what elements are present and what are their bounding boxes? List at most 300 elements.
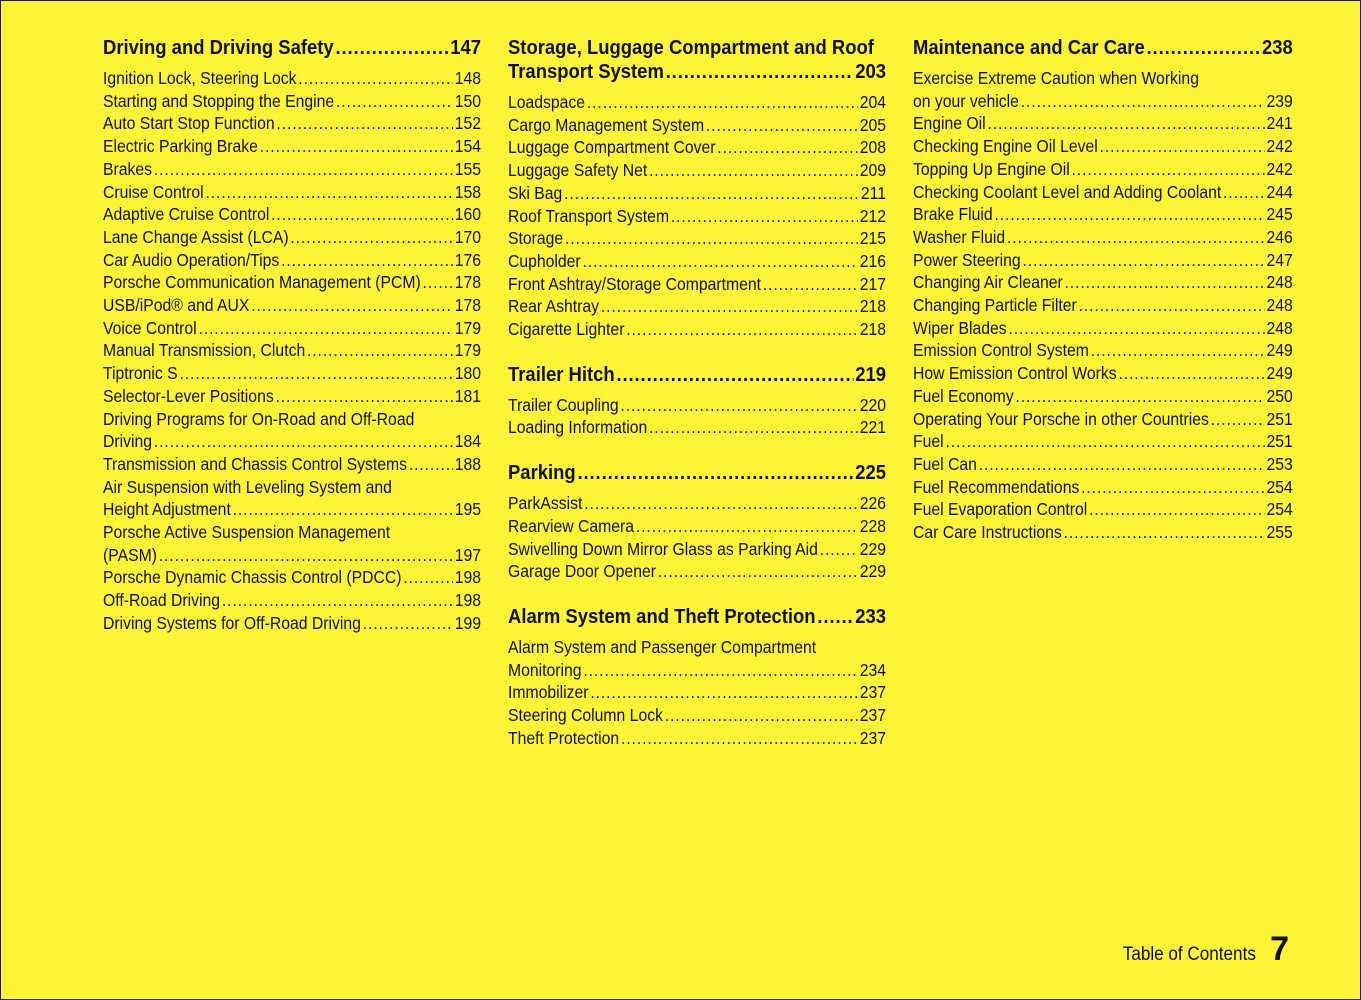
toc-entry[interactable] [508, 538, 886, 561]
toc-entry-page: 150 [454, 90, 481, 111]
toc-entry[interactable] [913, 226, 1293, 249]
toc-entry-title: Storage [508, 228, 564, 249]
toc-section [103, 36, 481, 635]
dot-leader [1007, 226, 1265, 249]
toc-entry[interactable] [913, 181, 1293, 204]
toc-entry-page: 216 [859, 250, 886, 271]
dot-leader [1100, 135, 1265, 158]
dot-leader [222, 589, 453, 612]
dot-leader [584, 492, 858, 515]
toc-entry-page: 254 [1266, 499, 1293, 520]
toc-entry-title: Theft Protection [508, 727, 620, 748]
section-heading-page: 203 [855, 60, 886, 83]
toc-column-3 [913, 36, 1293, 566]
toc-entry-page: 152 [454, 113, 481, 134]
toc-entry[interactable] [913, 112, 1293, 135]
toc-entry[interactable] [508, 227, 886, 250]
toc-entry-title: Porsche Communication Management (PCM) [103, 272, 421, 293]
toc-entry-title: Steering Column Lock [508, 705, 663, 726]
section-heading-page: 219 [855, 362, 886, 386]
toc-entry[interactable] [103, 67, 481, 90]
toc-entry[interactable] [103, 566, 481, 589]
dot-leader [1091, 339, 1265, 362]
dot-leader [198, 317, 452, 340]
section-heading-row [508, 461, 886, 485]
toc-entry[interactable] [103, 90, 481, 113]
toc-entry-row [103, 385, 481, 408]
toc-entry-row [508, 538, 886, 561]
toc-entry-page: 209 [859, 160, 886, 181]
toc-entry[interactable] [103, 203, 481, 226]
toc-entry-row [508, 659, 886, 682]
dot-leader [820, 538, 858, 561]
toc-entry-title: (PASM) [103, 544, 157, 565]
toc-entry-row [913, 339, 1293, 362]
dot-leader [271, 203, 453, 226]
toc-entry[interactable] [913, 271, 1293, 294]
toc-entry-row [913, 112, 1293, 135]
toc-entry-row [913, 90, 1293, 113]
dot-leader [582, 250, 857, 273]
toc-entry-title: Driving Systems for Off-Road Driving [103, 612, 361, 633]
toc-entry-title: Luggage Compartment Cover [508, 137, 716, 158]
toc-entry[interactable] [913, 158, 1293, 181]
toc-entry-page: 160 [454, 204, 481, 225]
dot-leader [1008, 317, 1264, 340]
toc-entry-title: Rear Ashtray [508, 296, 600, 317]
toc-entry[interactable] [508, 91, 886, 114]
toc-entry-title: Luggage Safety Net [508, 160, 648, 181]
toc-entry-title: Loadspace [508, 92, 586, 112]
toc-entry-page: 179 [454, 317, 481, 338]
toc-entry[interactable] [508, 492, 886, 515]
toc-entry-page: 178 [454, 295, 481, 316]
toc-entry-page: 237 [859, 727, 886, 748]
toc-entry-title: How Emission Control Works [913, 363, 1117, 384]
toc-entry-row [103, 294, 481, 317]
dot-leader [1147, 36, 1261, 60]
toc-entry-row [508, 295, 886, 318]
toc-entry-title: Manual Transmission, Clutch [103, 340, 306, 361]
toc-entry-page: 211 [860, 182, 886, 203]
toc-entry[interactable] [508, 295, 886, 318]
toc-entry-title: Brakes [103, 158, 153, 179]
toc-entry-title: Rearview Camera [508, 515, 635, 536]
dot-leader [1022, 249, 1264, 272]
toc-entry[interactable] [913, 135, 1293, 158]
toc-entry-title: Tiptronic S [103, 363, 178, 384]
toc-entry-row [508, 560, 886, 583]
dot-leader [763, 273, 858, 296]
toc-entry-row [508, 273, 886, 296]
toc-entry-page: 148 [454, 68, 481, 88]
toc-entry-row [103, 453, 481, 476]
toc-entry-title: Fuel Evaporation Control [913, 499, 1088, 520]
toc-entry-row [508, 727, 886, 750]
toc-section [508, 363, 886, 439]
toc-entry-page: 226 [859, 493, 886, 514]
toc-entry-page: 181 [454, 385, 481, 406]
dot-leader [1089, 498, 1265, 521]
toc-entry-row [508, 416, 886, 439]
toc-entry-page: 212 [859, 205, 886, 226]
toc-entry[interactable] [913, 67, 1293, 112]
toc-entry-title: Operating Your Porsche in other Countries [913, 408, 1209, 429]
toc-entry-row [913, 294, 1293, 317]
toc-entry-row [913, 385, 1293, 408]
section-heading [508, 363, 886, 387]
toc-entry-page: 239 [1266, 90, 1293, 111]
dot-leader [1211, 408, 1265, 431]
toc-entry-row [913, 249, 1293, 272]
toc-entry-row [508, 159, 886, 182]
toc-entry[interactable] [508, 416, 886, 439]
toc-entry-title: Lane Change Assist (LCA) [103, 226, 289, 247]
toc-entry-page: 170 [454, 226, 481, 247]
toc-entry-page: 246 [1266, 226, 1293, 247]
section-heading [103, 36, 481, 60]
toc-entry-title: Cargo Management System [508, 114, 705, 135]
toc-entry-title: Porsche Dynamic Chassis Control (PDCC) [103, 567, 402, 588]
dot-leader [945, 430, 1264, 453]
toc-entry[interactable] [508, 636, 886, 681]
toc-entry-title: Fuel Can [913, 453, 977, 474]
toc-entry[interactable] [103, 385, 481, 408]
section-heading-row [103, 36, 481, 60]
toc-entry-page: 179 [454, 340, 481, 361]
toc-entry[interactable] [103, 249, 481, 272]
dot-leader [583, 659, 858, 682]
toc-entry-page: 180 [454, 363, 481, 384]
toc-entry-page: 228 [859, 515, 886, 536]
toc-entry[interactable] [103, 317, 481, 340]
toc-entry-title: Off-Road Driving [103, 590, 221, 611]
dot-leader [717, 136, 858, 159]
dot-leader [276, 112, 453, 135]
toc-entry-page: 199 [454, 612, 481, 633]
dot-leader [281, 249, 453, 272]
toc-entry-title: Driving [103, 431, 153, 452]
dot-leader [626, 318, 858, 341]
toc-entry[interactable] [913, 385, 1293, 408]
toc-entry-title: Adaptive Cruise Control [103, 204, 270, 225]
toc-entry-row [913, 521, 1293, 544]
toc-section [508, 461, 886, 583]
section-heading-title: Transport System [508, 60, 664, 83]
toc-entry-row [103, 112, 481, 135]
toc-entry[interactable] [508, 681, 886, 704]
toc-entry[interactable] [508, 136, 886, 159]
toc-entry-page: 242 [1266, 158, 1293, 179]
section-heading-title: Driving and Driving Safety [103, 36, 334, 59]
section-heading-lead: Storage, Luggage Compartment and Roof [508, 36, 874, 59]
toc-entry[interactable] [103, 362, 481, 385]
toc-entry-row [913, 362, 1293, 385]
toc-entry[interactable] [103, 589, 481, 612]
toc-entry-row [103, 158, 481, 181]
toc-entry[interactable] [103, 135, 481, 158]
section-heading-title: Alarm System and Theft Protection [508, 604, 816, 628]
toc-entry[interactable] [103, 521, 481, 566]
dot-leader [666, 60, 854, 84]
toc-entry-title: Loading Information [508, 417, 648, 438]
dot-leader [260, 135, 453, 158]
toc-entry-row [508, 704, 886, 727]
toc-entry-page: 158 [454, 181, 481, 202]
section-heading-page: 233 [855, 604, 886, 628]
toc-entry-row [913, 226, 1293, 249]
toc-entry-row [913, 430, 1293, 453]
toc-entry-title: Transmission and Chassis Control Systems [103, 453, 408, 474]
toc-entry[interactable] [913, 521, 1293, 544]
dot-leader [1021, 90, 1265, 113]
toc-entry-title: Height Adjustment [103, 499, 231, 520]
toc-entry[interactable] [103, 181, 481, 204]
section-heading [913, 36, 1293, 60]
toc-entry-title: Changing Particle Filter [913, 295, 1077, 316]
toc-entry[interactable] [508, 704, 886, 727]
toc-column-1 [103, 36, 481, 657]
toc-entry-row [103, 181, 481, 204]
dot-leader [987, 112, 1264, 135]
toc-entry-page: 221 [859, 417, 886, 438]
section-heading-page: 225 [855, 461, 886, 485]
toc-entry-title: Brake Fluid [913, 204, 993, 225]
toc-entry[interactable] [103, 112, 481, 135]
toc-entry-row [508, 136, 886, 159]
page-number: 7 [1270, 930, 1289, 968]
toc-entry[interactable] [913, 294, 1293, 317]
toc-entry-row [913, 181, 1293, 204]
toc-entry-row [103, 612, 481, 635]
toc-entry[interactable] [508, 318, 886, 341]
toc-entry-page: 248 [1266, 317, 1293, 338]
dot-leader [298, 67, 453, 90]
dot-leader [621, 727, 858, 750]
toc-entry-page: 205 [859, 114, 886, 135]
section-heading-page: 147 [450, 36, 481, 59]
toc-entry-page: 242 [1266, 136, 1293, 157]
toc-entry-title: Checking Engine Oil Level [913, 136, 1098, 157]
toc-entry[interactable] [913, 430, 1293, 453]
toc-entry-page: 255 [1266, 522, 1293, 543]
dot-leader [587, 91, 858, 114]
toc-entry-lead: Air Suspension with Leveling System and [103, 476, 392, 497]
toc-entry[interactable] [103, 294, 481, 317]
dot-leader [1072, 158, 1265, 181]
toc-entry-title: Roof Transport System [508, 205, 670, 226]
toc-entry[interactable] [103, 226, 481, 249]
toc-entry-page: 244 [1266, 181, 1293, 202]
toc-section [508, 605, 886, 750]
dot-leader [817, 605, 853, 629]
toc-entry[interactable] [913, 498, 1293, 521]
toc-entry-page: 229 [859, 538, 886, 559]
toc-entry-row [913, 453, 1293, 476]
toc-entry-row [103, 203, 481, 226]
toc-entry[interactable] [913, 317, 1293, 340]
section-heading [508, 36, 886, 84]
dot-leader [565, 227, 858, 250]
dot-leader [336, 90, 453, 113]
dot-leader [159, 544, 453, 567]
toc-entry-row [508, 681, 886, 704]
toc-entry[interactable] [913, 203, 1293, 226]
toc-entry-title: Car Care Instructions [913, 522, 1062, 543]
toc-entry[interactable] [913, 453, 1293, 476]
toc-entry-row [913, 408, 1293, 431]
toc-entry[interactable] [103, 408, 481, 453]
toc-entry[interactable] [913, 362, 1293, 385]
toc-entry-row [913, 203, 1293, 226]
toc-entry[interactable] [508, 273, 886, 296]
section-heading [508, 461, 886, 485]
toc-entry-title: Immobilizer [508, 682, 589, 703]
toc-entry-title: Cigarette Lighter [508, 319, 625, 340]
toc-entry-title: Fuel Recommendations [913, 476, 1080, 497]
toc-entry[interactable] [103, 158, 481, 181]
dot-leader [276, 385, 453, 408]
toc-entry-title: Ignition Lock, Steering Lock [103, 68, 297, 88]
toc-entry-title: Fuel Economy [913, 385, 1014, 406]
toc-entry-page: 249 [1266, 340, 1293, 361]
toc-entry-title: Topping Up Engine Oil [913, 158, 1070, 179]
toc-entry-title: Power Steering [913, 249, 1021, 270]
dot-leader [233, 498, 453, 521]
toc-entry-row [913, 271, 1293, 294]
toc-entry-row [103, 566, 481, 589]
toc-entry-page: 251 [1266, 431, 1293, 452]
toc-entry[interactable] [508, 250, 886, 273]
toc-entry-lead: Exercise Extreme Caution when Working [913, 68, 1199, 88]
toc-entry-row [103, 135, 481, 158]
toc-entry-title: Wiper Blades [913, 317, 1007, 338]
toc-entry-row [508, 515, 886, 538]
toc-entry[interactable] [508, 114, 886, 137]
toc-entry-page: 229 [859, 561, 886, 582]
dot-leader [1015, 385, 1264, 408]
toc-entry[interactable] [103, 339, 481, 362]
toc-entry[interactable] [913, 476, 1293, 499]
toc-entry-row [103, 249, 481, 272]
toc-entry[interactable] [508, 727, 886, 750]
toc-entry-page: 253 [1266, 453, 1293, 474]
toc-entry[interactable] [103, 612, 481, 635]
toc-entry[interactable] [913, 339, 1293, 362]
toc-entry-page: 247 [1266, 249, 1293, 270]
toc-entry[interactable] [913, 408, 1293, 431]
toc-entry-title: Fuel [913, 431, 944, 452]
toc-entry-page: 184 [454, 431, 481, 452]
toc-entry-title: on your vehicle [913, 90, 1019, 111]
toc-entry-row [103, 362, 481, 385]
toc-entry[interactable] [508, 182, 886, 205]
toc-entry[interactable] [103, 271, 481, 294]
toc-entry[interactable] [103, 453, 481, 476]
toc-entry-row [508, 227, 886, 250]
toc-entry-title: ParkAssist [508, 493, 583, 514]
dot-leader [665, 704, 858, 727]
toc-entry-row [103, 430, 481, 453]
toc-entry[interactable] [913, 249, 1293, 272]
toc-entry[interactable] [508, 205, 886, 228]
dot-leader [577, 461, 853, 485]
toc-entry-title: Changing Air Cleaner [913, 272, 1063, 293]
toc-entry-title: Cruise Control [103, 181, 204, 202]
toc-entry-page: 241 [1266, 113, 1293, 134]
toc-entry-title: Swivelling Down Mirror Glass as Parking Aid [508, 538, 818, 559]
dot-leader [307, 339, 453, 362]
toc-entry[interactable] [103, 476, 481, 521]
toc-entry-row [508, 318, 886, 341]
toc-entry-title: Car Audio Operation/Tips [103, 249, 280, 270]
toc-entry-title: Starting and Stopping the Engine [103, 90, 335, 111]
toc-section [913, 36, 1293, 544]
dot-leader [706, 114, 858, 137]
toc-entry-row [913, 158, 1293, 181]
dot-leader [154, 430, 453, 453]
toc-entry-page: 204 [859, 92, 886, 112]
toc-entry[interactable] [508, 159, 886, 182]
toc-entry-row [103, 271, 481, 294]
toc-entry-row [103, 339, 481, 362]
toc-entry-title: Voice Control [103, 317, 197, 338]
dot-leader [1065, 271, 1265, 294]
dot-leader [423, 271, 453, 294]
toc-entry-row [913, 317, 1293, 340]
dot-leader [290, 226, 453, 249]
toc-entry-page: 198 [454, 567, 481, 588]
dot-leader [658, 560, 858, 583]
toc-entry-row [103, 90, 481, 113]
dot-leader [363, 612, 453, 635]
dot-leader [154, 158, 453, 181]
toc-entry-title: Selector-Lever Positions [103, 385, 274, 406]
toc-entry-title: Engine Oil [913, 113, 986, 134]
dot-leader [335, 36, 448, 60]
dot-leader [1223, 181, 1265, 204]
dot-leader [649, 159, 858, 182]
toc-entry-page: 250 [1266, 385, 1293, 406]
toc-column-2 [508, 36, 886, 771]
page-footer [1108, 930, 1289, 969]
toc-entry-page: 197 [454, 544, 481, 565]
dot-leader [251, 294, 453, 317]
toc-entry-page: 249 [1266, 363, 1293, 384]
dot-leader [994, 203, 1264, 226]
toc-entry-row [103, 226, 481, 249]
toc-entry-page: 237 [859, 705, 886, 726]
toc-entry-page: 198 [454, 590, 481, 611]
toc-entry-title: Auto Start Stop Function [103, 113, 275, 134]
toc-entry-page: 195 [454, 499, 481, 520]
toc-entry-row [508, 250, 886, 273]
toc-entry[interactable] [508, 515, 886, 538]
dot-leader [1081, 476, 1265, 499]
dot-leader [620, 394, 858, 417]
toc-entry-lead: Driving Programs for On-Road and Off-Road [103, 408, 415, 429]
toc-entry[interactable] [508, 394, 886, 417]
toc-entry-page: 248 [1266, 272, 1293, 293]
toc-entry-page: 251 [1266, 408, 1293, 429]
dot-leader [1064, 521, 1265, 544]
toc-entry-page: 245 [1266, 204, 1293, 225]
toc-entry[interactable] [508, 560, 886, 583]
toc-entry-row [508, 91, 886, 114]
dot-leader [205, 181, 452, 204]
toc-entry-title: Washer Fluid [913, 226, 1006, 247]
section-heading-row [913, 36, 1293, 60]
